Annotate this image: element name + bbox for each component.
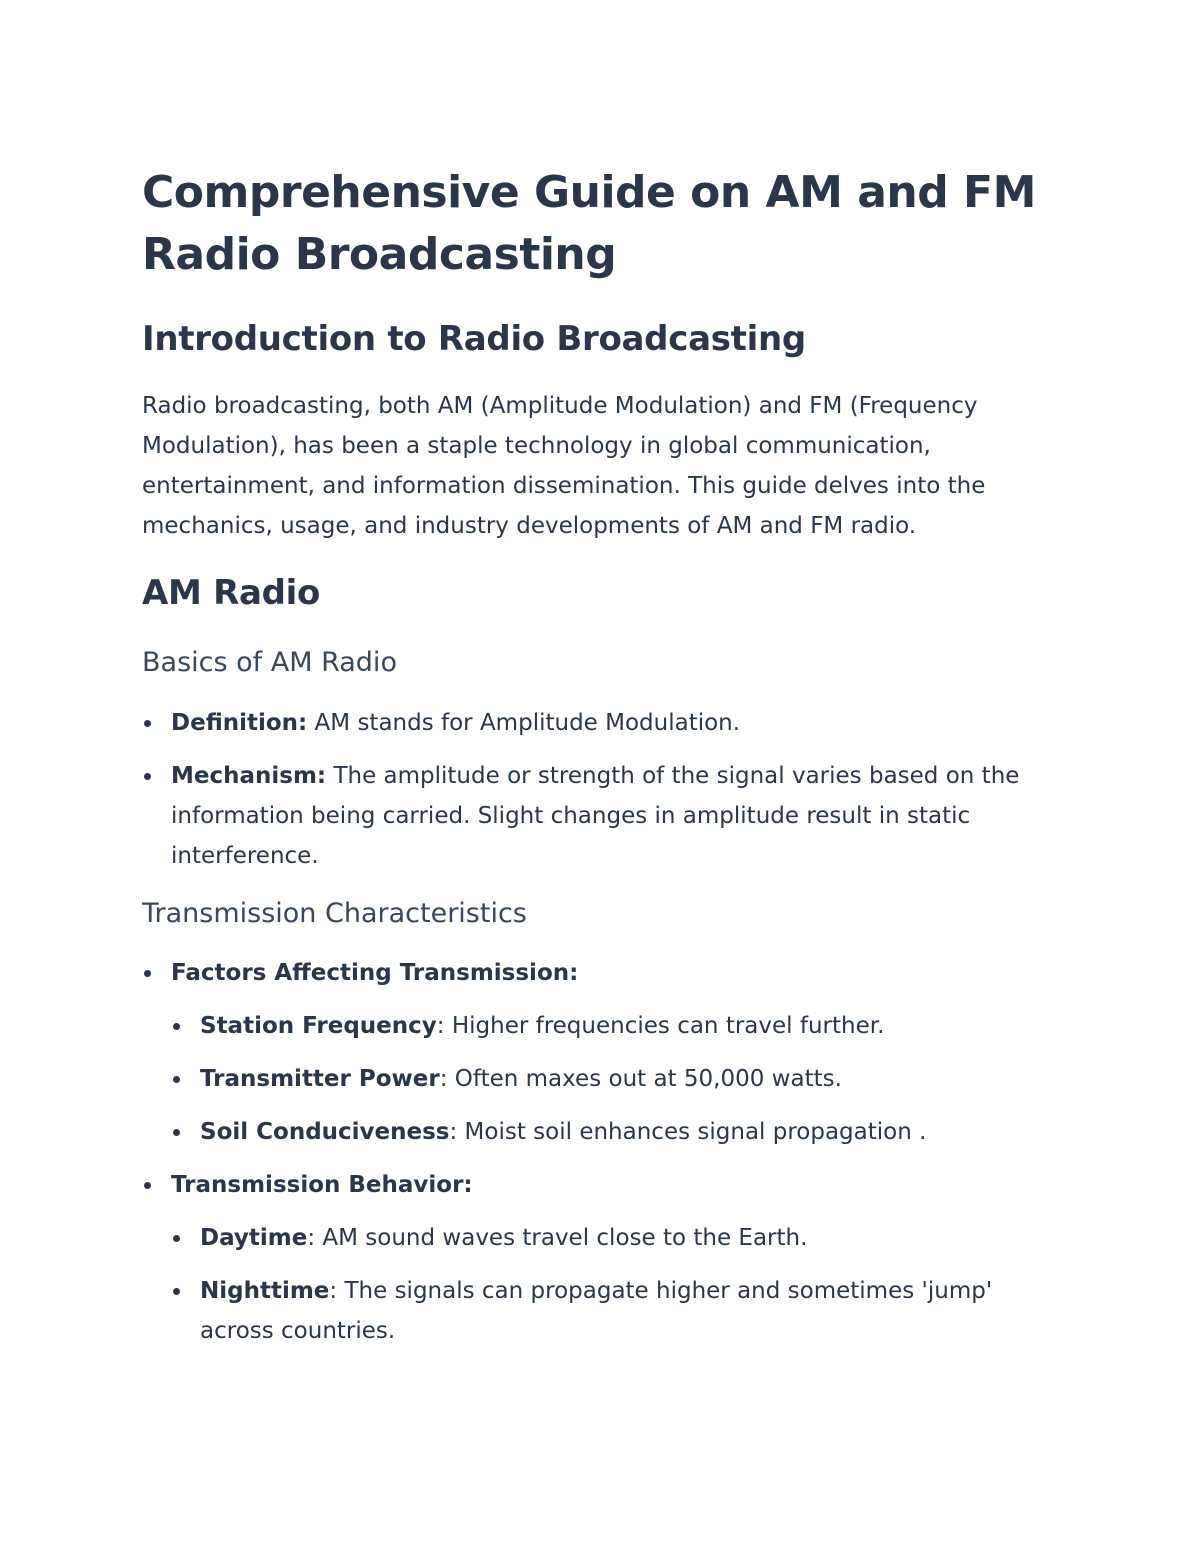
list-item-behavior [142,1165,1062,1205]
definition-text: AM stands for Amplitude Modulation. [307,710,741,736]
daytime-term: Daytime [200,1225,308,1251]
nighttime-term: Nighttime [200,1278,330,1304]
nighttime-text: : The signals can propagate higher and sometimes 'jump' across countries. [200,1278,993,1344]
mechanism-term: Mechanism: [171,763,327,789]
transmitter-power-text: : Often maxes out at 50,000 watts. [439,1066,842,1092]
station-frequency-text: : Higher frequencies can travel further. [436,1013,885,1039]
list-item-station-frequency [171,1006,1062,1046]
station-frequency-term: Station Frequency [200,1013,437,1039]
soil-conduciveness-text: : Moist soil enhances signal propagation . [449,1119,927,1145]
am-radio-heading: AM Radio [142,573,321,613]
list-item-mechanism [142,756,1062,876]
daytime-text: : AM sound waves travel close to the Earth. [307,1225,808,1251]
intro-paragraph: Radio broadcasting, both AM (Amplitude Modulation) and FM (Frequency Modulation), has been a staple technology in global communication, entertainment, and information dissemination. This guide delves into the mechanics, usage, and industry developments of AM and FM radio. [142,393,986,539]
transmission-heading: Transmission Characteristics [142,898,527,929]
list-item-definition [142,703,1062,743]
intro-heading: Introduction to Radio Broadcasting [142,319,806,359]
behavior-term: Transmission Behavior: [171,1172,473,1198]
am-basics-list [142,703,1062,876]
transmitter-power-term: Transmitter Power [200,1066,440,1092]
soil-conduciveness-term: Soil Conduciveness [200,1119,450,1145]
mechanism-text: The amplitude or strength of the signal varies based on the information being carried. Slight changes in amplitude result in static interference. [171,763,1020,869]
list-item-factors [142,953,1062,993]
list-item-nighttime [171,1271,1062,1351]
factors-term: Factors Affecting Transmission: [171,960,579,986]
list-item-transmitter-power [171,1059,1062,1099]
list-item-daytime [171,1218,1062,1258]
definition-term: Definition: [171,710,308,736]
transmission-list [142,953,1062,1351]
list-item-soil-conduciveness [171,1112,1062,1152]
am-basics-heading: Basics of AM Radio [142,647,397,678]
page-title: Comprehensive Guide on AM and FM Radio Broadcasting [142,167,1036,280]
